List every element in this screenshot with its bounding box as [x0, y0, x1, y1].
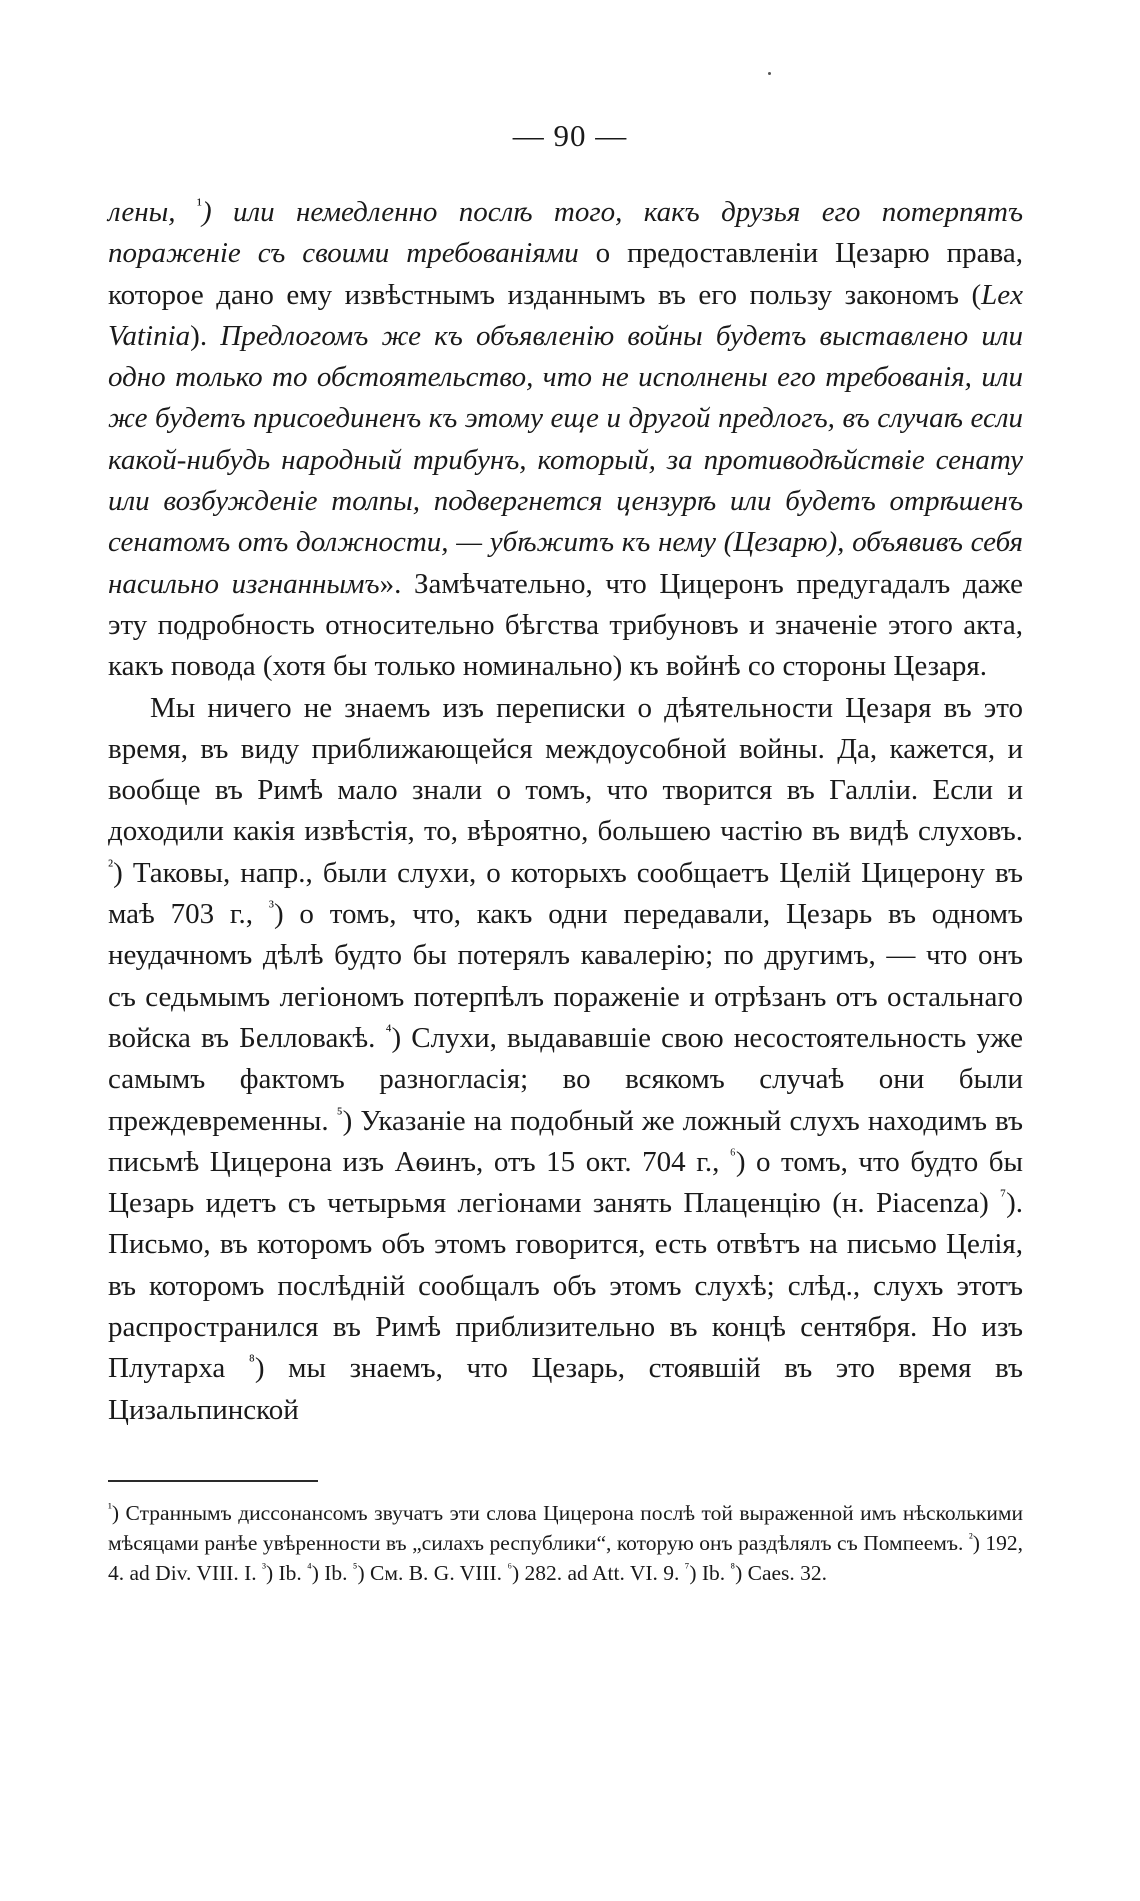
- p1-seg2: ) или немедленно послѣ того, какъ друзья его потерпятъ пораженіе съ своими требованіями: [108, 196, 1024, 270]
- p2-seg4: ) Слухи, выдававшіе свою несостоятельность уже самымъ фактомъ разногласія; во всякомъ случаѣ они были преждевременны.: [108, 1021, 1024, 1137]
- footnote-8-marker: ⁸: [730, 1560, 736, 1575]
- p2-seg1: Мы ничего не знаемъ изъ переписки о дѣятельности Цезаря въ это время, въ виду приближающейся междоусобной войны. Да, кажется, и вообще въ Римѣ мало знали о томъ, что творится въ Галліи. Если и доходили какія извѣстія, то, вѣроятно, большею частію въ видѣ слуховъ.: [108, 691, 1023, 848]
- p1-lex-vatinia: Lex Vatinia: [108, 278, 1023, 352]
- footnote-ref-1: ¹: [196, 195, 202, 214]
- footnote-divider: [108, 1480, 318, 1482]
- p1-seg7: ». Замѣчательно, что Цицеронъ предугадалъ даже эту подробность относительно бѣгства трибуновъ и значеніе этого акта, какъ повода (хотя бы только номинально) къ войнѣ со стороны Цезаря.: [108, 567, 1023, 683]
- footnote-ref-6: ⁶: [729, 1144, 736, 1164]
- footnote-3-text: ) Ib.: [265, 1561, 308, 1585]
- p2-seg2: ) Таковы, напр., были слухи, о которыхъ сообщаетъ Целій Цицерону въ маѣ 703 г.,: [108, 856, 1023, 931]
- footnote-3-marker: ³: [262, 1560, 266, 1575]
- footnote-5-text: ) См. B. G. VIII.: [357, 1561, 508, 1585]
- footnote-7-marker: ⁷: [684, 1560, 690, 1575]
- footnote-ref-2: ²: [108, 855, 114, 875]
- footnote-ref-4: ⁴: [385, 1020, 392, 1040]
- footnote-ref-8: ⁸: [248, 1351, 255, 1371]
- p1-seg5: ).: [190, 319, 221, 352]
- footnote-4-text: ) Ib.: [311, 1561, 353, 1585]
- paragraph-2: [108, 688, 1023, 1431]
- footnote-ref-7: ⁷: [1000, 1186, 1007, 1206]
- footnote-7-text: ) Ib.: [689, 1561, 731, 1585]
- print-speck: [768, 72, 771, 75]
- footnote-8-text: ) Caes. 32.: [735, 1561, 828, 1585]
- paragraph-1: [108, 192, 1023, 688]
- footnote-6-marker: ⁶: [507, 1560, 512, 1575]
- p1-seg6: Предлогомъ же къ объявленію войны будетъ выставлено или одно только то обстоятельство, что не исполнены его требованія, или же будетъ присоединенъ къ этому еще и другой предлогъ, въ случаѣ если какой-нибудь народный трибунъ, который, за противодѣйствіе сенату или возбужденіе толпы, подвергнется цензурѣ или будетъ отрѣшенъ сенатомъ отъ должности, — убѣжитъ къ нему (Цезарю), объявивъ себя насильно изгнаннымъ: [108, 319, 1023, 600]
- p2-seg7: ). Письмо, въ которомъ объ этомъ говорится, есть отвѣтъ на письмо Целія, въ которомъ послѣдній сообщалъ объ этомъ слухѣ; слѣд., слухъ этотъ распространился въ Римѣ приблизительно въ концѣ сентября. Но изъ Плутарха: [108, 1187, 1023, 1385]
- footnote-ref-3: ³: [268, 897, 274, 917]
- p2-seg8: ) мы знаемъ, что Цезарь, стоявшій въ это время въ Цизальпинской: [108, 1352, 1023, 1426]
- footnote-2-text: ) 192, 4. ad Div. VIII. I.: [108, 1531, 1023, 1585]
- page-number: — 90 —: [512, 118, 628, 153]
- footnote-4-marker: ⁴: [307, 1560, 312, 1575]
- footnote-1-marker: ¹: [108, 1500, 112, 1515]
- footnote-1-text: ) Страннымъ диссонансомъ звучатъ эти слова Цицерона послѣ той выраженной имъ нѣсколькими мѣсяцами ранѣе увѣренности въ „силахъ республики“, которую онъ раздѣлялъ съ Помпеемъ.: [108, 1501, 1023, 1555]
- p2-seg6: ) о томъ, что будто бы Цезарь идетъ съ четырьмя легіонами занять Плаценцію (н. Piacenza): [108, 1145, 1023, 1220]
- p2-seg3: ) о томъ, что, какъ одни передавали, Цезарь въ одномъ неудачномъ дѣлѣ будто бы потерялъ кавалерію; по другимъ, — что онъ съ седьмымъ легіономъ потерпѣлъ пораженіе и отрѣзанъ отъ остальнаго войска въ Белловакѣ.: [108, 898, 1023, 1054]
- p1-seg1: лены,: [108, 196, 197, 228]
- main-text: [108, 192, 1023, 1431]
- footnote-5-marker: ⁵: [352, 1560, 358, 1575]
- footnote-6-text: ) 282. ad Att. VI. 9.: [511, 1561, 685, 1585]
- p2-seg5: ) Указаніе на подобный же ложный слухъ находимъ въ письмѣ Цицерона изъ Аѳинъ, отъ 15 окт. 704 г.,: [108, 1104, 1023, 1178]
- footnotes: [108, 1498, 1023, 1588]
- footnote-ref-5: ⁵: [336, 1103, 343, 1123]
- p1-seg3: о предоставленіи Цезарю права, которое дано ему извѣстнымъ изданнымъ въ его пользу закономъ (: [108, 237, 1023, 311]
- footnote-2-marker: ²: [968, 1530, 973, 1545]
